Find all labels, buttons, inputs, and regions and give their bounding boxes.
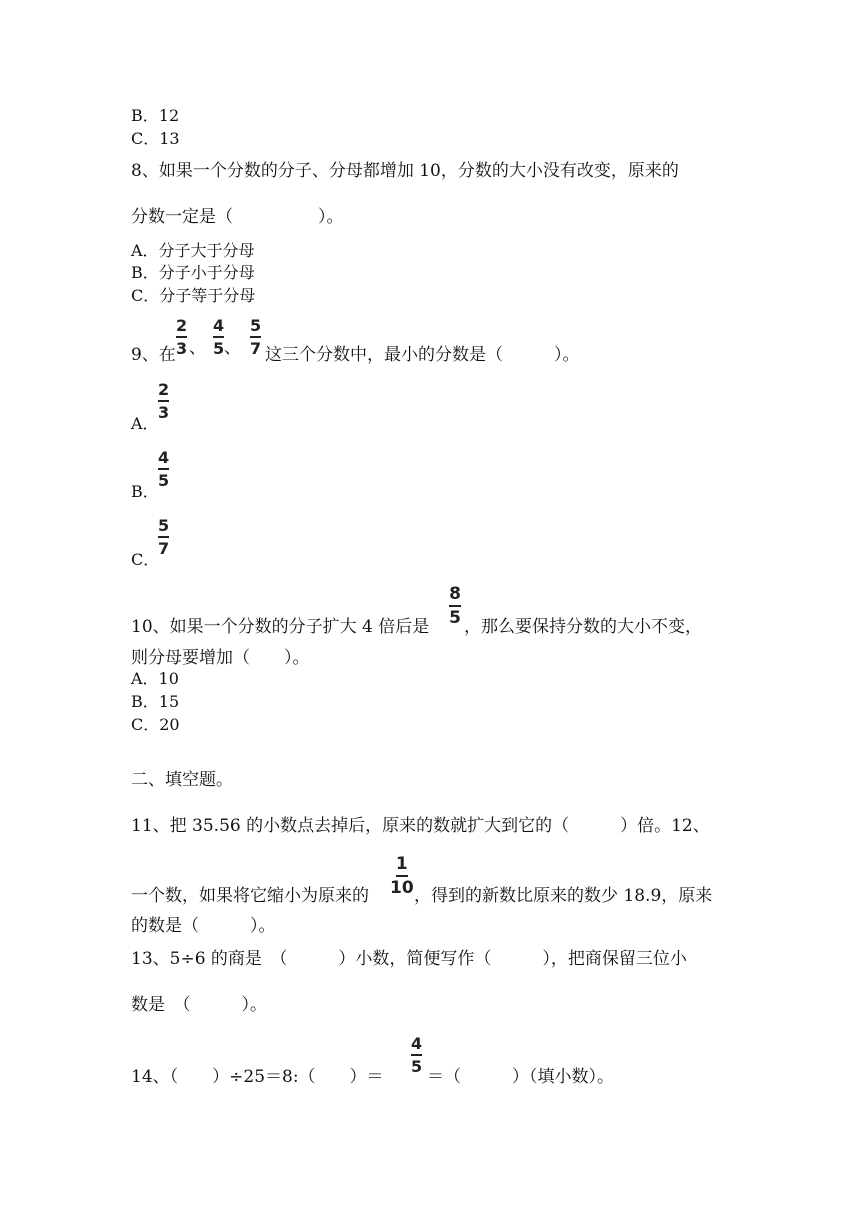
denominator: 3 bbox=[176, 339, 188, 358]
question-12-prefix: 一个数，如果将它缩小为原来的 bbox=[131, 886, 369, 906]
option-b: B．12 bbox=[131, 106, 180, 125]
denominator: 5 bbox=[158, 471, 170, 490]
option-a-label: A． bbox=[131, 414, 159, 433]
fraction-2-3 bbox=[176, 318, 187, 357]
option-b: B．15 bbox=[131, 692, 180, 711]
option-c: C．分子等于分母 bbox=[131, 286, 256, 305]
question-14-suffix: ＝（ ）（填小数）。 bbox=[427, 1067, 614, 1087]
option-b-label: B． bbox=[131, 482, 159, 501]
fraction-5-7 bbox=[250, 318, 261, 357]
denominator: 5 bbox=[213, 339, 225, 358]
question-9-prefix: 9、在 bbox=[131, 345, 176, 365]
option-a: A．分子大于分母 bbox=[131, 241, 255, 260]
question-10-text-cont: 则分母要增加（ ）。 bbox=[131, 648, 310, 668]
denominator: 5 bbox=[449, 608, 461, 628]
numerator: 4 bbox=[158, 448, 170, 467]
numerator: 4 bbox=[213, 316, 225, 335]
question-8-text-cont: 分数一定是（ ）。 bbox=[131, 207, 344, 227]
option-b: B．分子小于分母 bbox=[131, 263, 255, 282]
question-11-text: 11、把 35.56 的小数点去掉后，原来的数就扩大到它的（ ）倍。12、 bbox=[131, 816, 710, 836]
option-b-fraction bbox=[158, 450, 169, 489]
question-10-prefix: 10、如果一个分数的分子扩大 4 倍后是 bbox=[131, 617, 430, 637]
question-9-suffix: 这三个分数中，最小的分数是（ ）。 bbox=[265, 345, 580, 365]
numerator: 5 bbox=[158, 516, 170, 535]
denominator: 3 bbox=[158, 403, 170, 422]
question-12-suffix: ，得到的新数比原来的数少 18.9，原来 bbox=[414, 886, 713, 906]
fraction-1-10 bbox=[390, 856, 414, 897]
question-13-text-cont: 数是 （ ）。 bbox=[131, 995, 267, 1015]
section-title: 二、填空题。 bbox=[131, 770, 233, 790]
option-c-fraction bbox=[158, 518, 169, 557]
separator: 、 bbox=[224, 338, 241, 358]
question-13-text: 13、5÷6 的商是 （ ）小数，简便写作（ ），把商保留三位小 bbox=[131, 949, 687, 969]
numerator: 8 bbox=[449, 584, 461, 604]
question-14-prefix: 14、（ ）÷25＝8:（ ）＝ bbox=[131, 1067, 384, 1087]
numerator: 1 bbox=[395, 854, 408, 874]
fraction-8-5 bbox=[449, 586, 461, 627]
option-c: C．13 bbox=[131, 129, 180, 148]
question-10-suffix: ，那么要保持分数的大小不变， bbox=[464, 617, 702, 637]
numerator: 2 bbox=[158, 380, 170, 399]
option-a-fraction bbox=[158, 382, 169, 421]
separator: 、 bbox=[189, 338, 206, 358]
option-c: C．20 bbox=[131, 715, 180, 734]
option-c-label: C． bbox=[131, 550, 160, 569]
question-8-text: 8、如果一个分数的分子、分母都增加 10，分数的大小没有改变，原来的 bbox=[131, 161, 679, 181]
denominator: 5 bbox=[411, 1057, 423, 1076]
denominator: 7 bbox=[250, 339, 262, 358]
option-a: A．10 bbox=[131, 669, 179, 688]
numerator: 2 bbox=[176, 316, 188, 335]
denominator: 7 bbox=[158, 539, 170, 558]
question-12-text-cont: 的数是（ ）。 bbox=[131, 916, 276, 936]
fraction-4-5 bbox=[411, 1036, 422, 1075]
denominator: 10 bbox=[390, 878, 414, 898]
numerator: 4 bbox=[411, 1034, 423, 1053]
numerator: 5 bbox=[250, 316, 262, 335]
fraction-4-5 bbox=[213, 318, 224, 357]
